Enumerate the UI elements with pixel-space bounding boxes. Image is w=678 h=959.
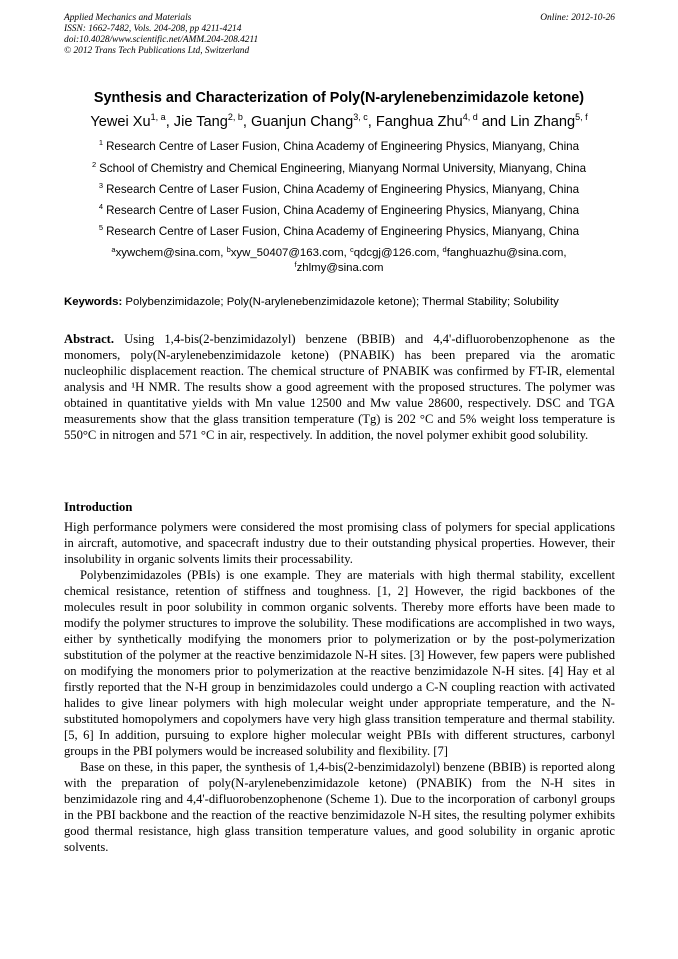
affiliation-number: 4 [98, 202, 104, 211]
affiliation [0, 183, 678, 196]
email-separator: , [343, 247, 350, 259]
author-name: Lin Zhang [510, 114, 576, 130]
keywords-label: Keywords: [64, 296, 123, 308]
affiliation [0, 162, 678, 175]
author-affiliation-marker: 5, f [575, 112, 588, 122]
author-name: Guanjun Chang [251, 114, 354, 130]
email-address[interactable]: zhlmy@sina.com [296, 262, 384, 274]
copyright-line: © 2012 Trans Tech Publications Ltd, Switzerland [64, 46, 250, 56]
email-marker: d [442, 245, 447, 254]
abstract-label: Abstract. [64, 332, 115, 346]
paragraph: Polybenzimidazoles (PBIs) is one example. They are materials with high thermal stability, excellent chemical resistance, retention of stiffness and toughness. [1, 2] However, the rigid backbones of the molecules result in poor solubility in common organic solvents. Thereby more efforts have been made to modify the polymer structures to improve the solubility. These modifications are accomplished in two ways, either by synthetically modifying the monomers prior to polymerization or by the post-polymerization substitution of the polymer at the reactive benzimidazole N-H sites. [3] However, few papers were published on modifying the monomers prior to polymerization at the reactive benzimidazole N-H sites. [4] Hay et al firstly reported that the N-H group in benzimidazoles could undergo a C-N coupling reaction with activated halides to give linear polymers with high molecular weight under appropriate temperature, and the N-substituted homopolymers and copolymers have very high glass transition temperature and thermal stability. [5, 6] In addition, pursuing to explore higher molecular weight PBIs with different structures, carbonyl groups in the PBI polymers would be increased solubility and flexibility. [7] [64, 568, 615, 758]
affiliation-number: 1 [98, 138, 104, 147]
affiliation-text: Research Centre of Laser Fusion, China Academy of Engineering Physics, Mianyang, China [106, 225, 580, 238]
email-marker: b [226, 245, 231, 254]
email-line [0, 246, 678, 261]
author-list [0, 114, 678, 130]
paper-title: Synthesis and Characterization of Poly(N-arylenebenzimidazole ketone) [93, 90, 585, 106]
affiliation-number: 5 [98, 223, 104, 232]
author-separator: , [242, 114, 252, 130]
affiliation-number: 2 [91, 160, 97, 169]
email-marker: a [111, 245, 116, 254]
email-separator: , [220, 247, 227, 259]
email-separator: , [436, 247, 443, 259]
paragraph: Base on these, in this paper, the synthesis of 1,4-bis(2-benzimidazolyl) benzene (BBIB) is reported along with the preparation of poly(N-arylenebenzimidazole ketone) (PNABIK) from the N-H sites in benzimidazole ring and 4,4'-difluorobenzophenone (Scheme 1). Due to the incorporation of carbonyl groups in the PBI backbone and the reaction of the reactive benzimidazole N-H sites, the resulting polymer exhibits good thermal resistance, high glass transition temperature values, and good solubility in organic aprotic solvents. [64, 760, 615, 854]
affiliation-text: Research Centre of Laser Fusion, China Academy of Engineering Physics, Mianyang, China [106, 140, 580, 153]
keywords-text: Polybenzimidazole; Poly(N-arylenebenzimidazole ketone); Thermal Stability; Solubility [122, 296, 559, 308]
author-name: Jie Tang [173, 114, 228, 130]
author-affiliation-marker: 1, a [150, 112, 166, 122]
email-address[interactable]: xyw_50407@163.com [230, 247, 344, 259]
abstract [64, 331, 615, 443]
issn-line: ISSN: 1662-7482, Vols. 204-208, pp 4211-4214 [64, 24, 242, 34]
section-heading-introduction: Introduction [64, 500, 133, 514]
email-line [0, 261, 678, 276]
email-address[interactable]: fanghuazhu@sina.com [446, 247, 564, 259]
affiliation-text: School of Chemistry and Chemical Engineering, Mianyang Normal University, Mianyang, China [99, 162, 587, 175]
journal-header [64, 13, 615, 57]
author-separator: , [367, 114, 376, 130]
paragraph: High performance polymers were considered the most promising class of polymers for special applications in aircraft, automotive, and spacecraft industry due to their outstanding physical properties. However, their insolubility in organic solvents limits their processability. [64, 520, 615, 566]
email-address[interactable]: xywchem@sina.com [115, 247, 221, 259]
author-separator: and [477, 114, 511, 130]
affiliation [0, 225, 678, 238]
author-name: Fanghua Zhu [375, 114, 463, 130]
author-separator: , [165, 114, 174, 130]
introduction-body [64, 519, 615, 855]
author-name: Yewei Xu [90, 114, 151, 130]
doi-line: doi:10.4028/www.scientific.net/AMM.204-208.4211 [64, 35, 259, 45]
email-address[interactable]: qdcgj@126.com [353, 247, 437, 259]
affiliation-number: 3 [98, 181, 104, 190]
affiliation-text: Research Centre of Laser Fusion, China Academy of Engineering Physics, Mianyang, China [106, 204, 580, 217]
abstract-text: Using 1,4-bis(2-benzimidazolyl) benzene (BBIB) and 4,4'-difluorobenzophenone as the monomers, poly(N-arylenebenzimidazole ketone) (PNABIK) has been prepared via the aromatic nucleophilic displacement reaction. The chemical structure of PNABIK was confirmed by FT-IR, elemental analysis and ¹H NMR. The results show a good agreement with the proposed structures. The polymer was obtained in quantitative yields with Mn value 12500 and Mw value 28600, respectively. DSC and TGA measurements show that the glass transition temperature (Tg) is 202 °C and 5% weight loss temperature is 550°C in nitrogen and 571 °C in air, respectively. In addition, the novel polymer exhibit good solubility. [64, 332, 615, 442]
keywords [64, 296, 624, 308]
journal-name: Applied Mechanics and Materials [64, 13, 192, 23]
online-date: Online: 2012-10-26 [540, 13, 615, 23]
affiliation [0, 204, 678, 217]
author-affiliation-marker: 2, b [227, 112, 243, 122]
email-separator: , [563, 247, 567, 259]
author-affiliation-marker: 4, d [462, 112, 478, 122]
email-list [0, 246, 678, 276]
email-marker: f [294, 260, 297, 269]
email-marker: c [349, 245, 354, 254]
affiliation-text: Research Centre of Laser Fusion, China Academy of Engineering Physics, Mianyang, China [106, 183, 580, 196]
affiliation [0, 140, 678, 153]
author-affiliation-marker: 3, c [353, 112, 368, 122]
